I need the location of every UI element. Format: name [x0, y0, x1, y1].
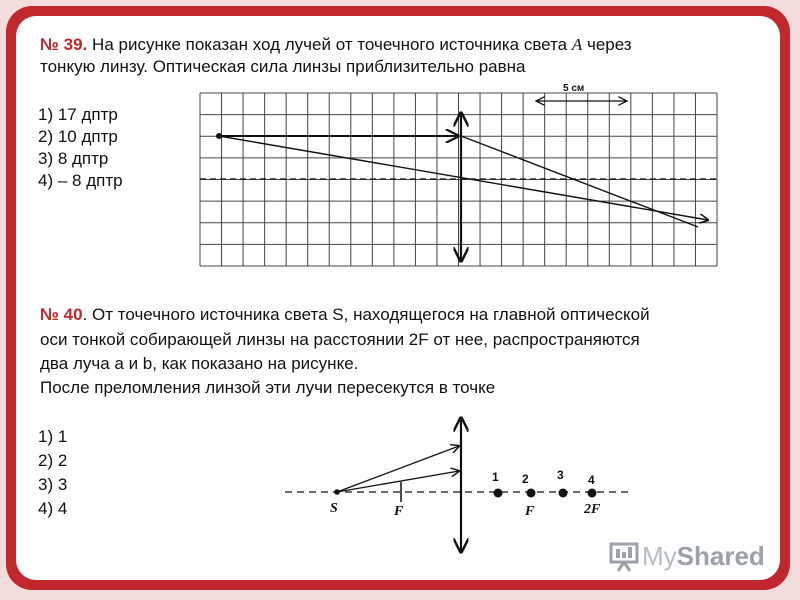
q40-point-2[interactable]: [527, 489, 536, 498]
q40-source-point: [334, 489, 340, 495]
q39-diagram: [200, 83, 717, 266]
q40-point-1-label: 1: [492, 470, 499, 484]
q39-answer-2[interactable]: 2) 10 дптр: [38, 127, 118, 146]
q40-answer-4[interactable]: 4) 4: [38, 499, 68, 518]
q40-label-f-right: F: [525, 504, 535, 519]
q40-ray-b: [337, 471, 459, 492]
q40-label-s: S: [330, 501, 338, 516]
q40-line1: . От точечного источника света S, находящегося на главной оптической: [82, 305, 650, 324]
q40-label-f-left: F: [394, 504, 404, 519]
q39-answer-1[interactable]: 1) 17 дптр: [38, 105, 118, 124]
q40-point-1[interactable]: [494, 489, 503, 498]
q39-source-label: A: [571, 35, 583, 54]
q39-text-before: На рисунке показан ход лучей от точечного источника света: [87, 35, 572, 54]
q39-scale-label: 5 см: [563, 83, 585, 94]
q39-source-point: [216, 133, 222, 139]
q40-point-4-label: 4: [588, 473, 595, 487]
myshared-logo: [608, 536, 765, 576]
q40-point-4[interactable]: [588, 489, 597, 498]
q40-answer-3[interactable]: 3) 3: [38, 475, 68, 494]
q40-answer-1[interactable]: 1) 1: [38, 427, 68, 446]
q40-label-2f: 2F: [584, 502, 601, 517]
q39-number: № 39.: [40, 35, 88, 54]
q39-grid: [200, 93, 717, 266]
q40-point-3-label: 3: [557, 468, 564, 482]
q40-question-line3: два луча а и b, как показано на рисунке.: [40, 354, 359, 373]
q39-answer-4[interactable]: 4) – 8 дптр: [38, 171, 123, 190]
q39-question-line2: тонкую линзу. Оптическая сила линзы приблизительно равна: [40, 57, 526, 76]
q40-question-line2: оси тонкой собирающей линзы на расстоянии 2F от нее, распространяются: [40, 330, 640, 349]
q40-number: № 40: [40, 305, 83, 324]
logo-text: MyShared: [642, 540, 765, 571]
q40-ray-a: [337, 446, 459, 492]
q40-point-3[interactable]: [559, 489, 568, 498]
q39-text-after: через: [582, 35, 632, 54]
q40-question-line4: После преломления линзой эти лучи пересекутся в точке: [40, 378, 496, 397]
q39-ray-refracted: [461, 136, 698, 227]
q40-answer-2[interactable]: 2) 2: [38, 451, 68, 470]
q39-ray-central: [219, 136, 708, 220]
q39-answer-3[interactable]: 3) 8 дптр: [38, 149, 109, 168]
presentation-icon: [608, 539, 642, 573]
q40-diagram: [285, 418, 632, 552]
q40-point-2-label: 2: [522, 472, 529, 486]
